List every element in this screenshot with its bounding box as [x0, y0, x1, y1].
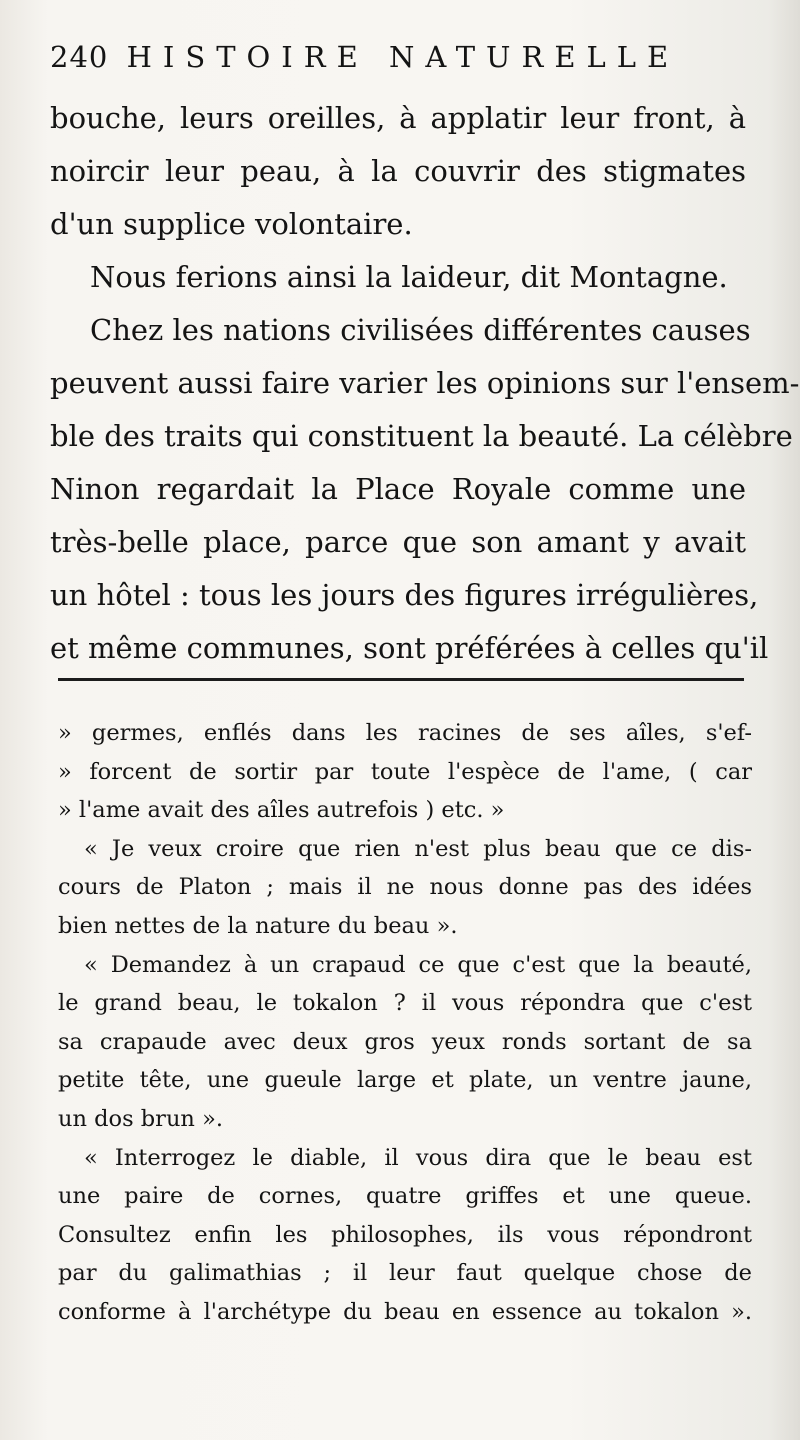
text-line: bouche, leurs oreilles, à applatir leur front, à	[50, 101, 746, 135]
footnote-line: « Demandez à un crapaud ce que c'est que la beauté,	[84, 951, 752, 978]
page-number: 240	[50, 40, 109, 74]
text-line: Chez les nations civilisées différentes causes	[90, 313, 751, 347]
text-line: noircir leur peau, à la couvrir des stigmates	[50, 154, 746, 188]
footnote-line: une paire de cornes, quatre griffes et une queue.	[58, 1183, 752, 1210]
footnote-text	[58, 714, 752, 1332]
footnote-line: le grand beau, le tokalon ? il vous répondra que c'est	[58, 990, 752, 1017]
footnote-line: » forcent de sortir par toute l'espèce de l'ame, ( car	[58, 758, 752, 785]
text-line: Nous ferions ainsi la laideur, dit Montagne.	[90, 260, 728, 294]
text-line: Ninon regardait la Place Royale comme une	[50, 472, 746, 506]
footnote-line: bien nettes de la nature du beau ».	[58, 912, 458, 939]
footnote-line: » germes, enflés dans les racines de ses aîles, s'ef-	[58, 720, 752, 746]
footnote-line: » l'ame avait des aîles autrefois ) etc. »	[58, 797, 505, 824]
footnote-line: « Je veux croire que rien n'est plus beau que ce dis-	[84, 835, 752, 862]
running-title: HISTOIRE NATURELLE	[126, 40, 680, 74]
main-text	[50, 92, 800, 675]
footnote-line: par du galimathias ; il leur faut quelque chose de	[58, 1260, 752, 1287]
running-head	[50, 40, 750, 74]
footnote-line: « Interrogez le diable, il vous dira que le beau est	[84, 1144, 752, 1171]
text-line: et même communes, sont préférées à celles qu'il	[50, 631, 769, 665]
text-line: d'un supplice volontaire.	[50, 207, 413, 241]
footnote-rule	[58, 678, 744, 681]
text-line: ble des traits qui constituent la beauté. La célèbre	[50, 419, 793, 453]
footnote-line: cours de Platon ; mais il ne nous donne pas des idées	[58, 874, 752, 901]
text-line: peuvent aussi faire varier les opinions sur l'ensem-	[50, 366, 800, 400]
footnote-line: Consultez enfin les philosophes, ils vous répondront	[58, 1221, 752, 1248]
text-line: très-belle place, parce que son amant y avait	[50, 525, 746, 559]
footnote-line: sa crapaude avec deux gros yeux ronds sortant de sa	[58, 1028, 752, 1055]
footnote-line: petite tête, une gueule large et plate, un ventre jaune,	[58, 1067, 752, 1094]
footnote-line: conforme à l'archétype du beau en essence au tokalon ».	[58, 1298, 752, 1325]
footnote-line: un dos brun ».	[58, 1105, 223, 1132]
text-line: un hôtel : tous les jours des figures irrégulières,	[50, 578, 759, 612]
